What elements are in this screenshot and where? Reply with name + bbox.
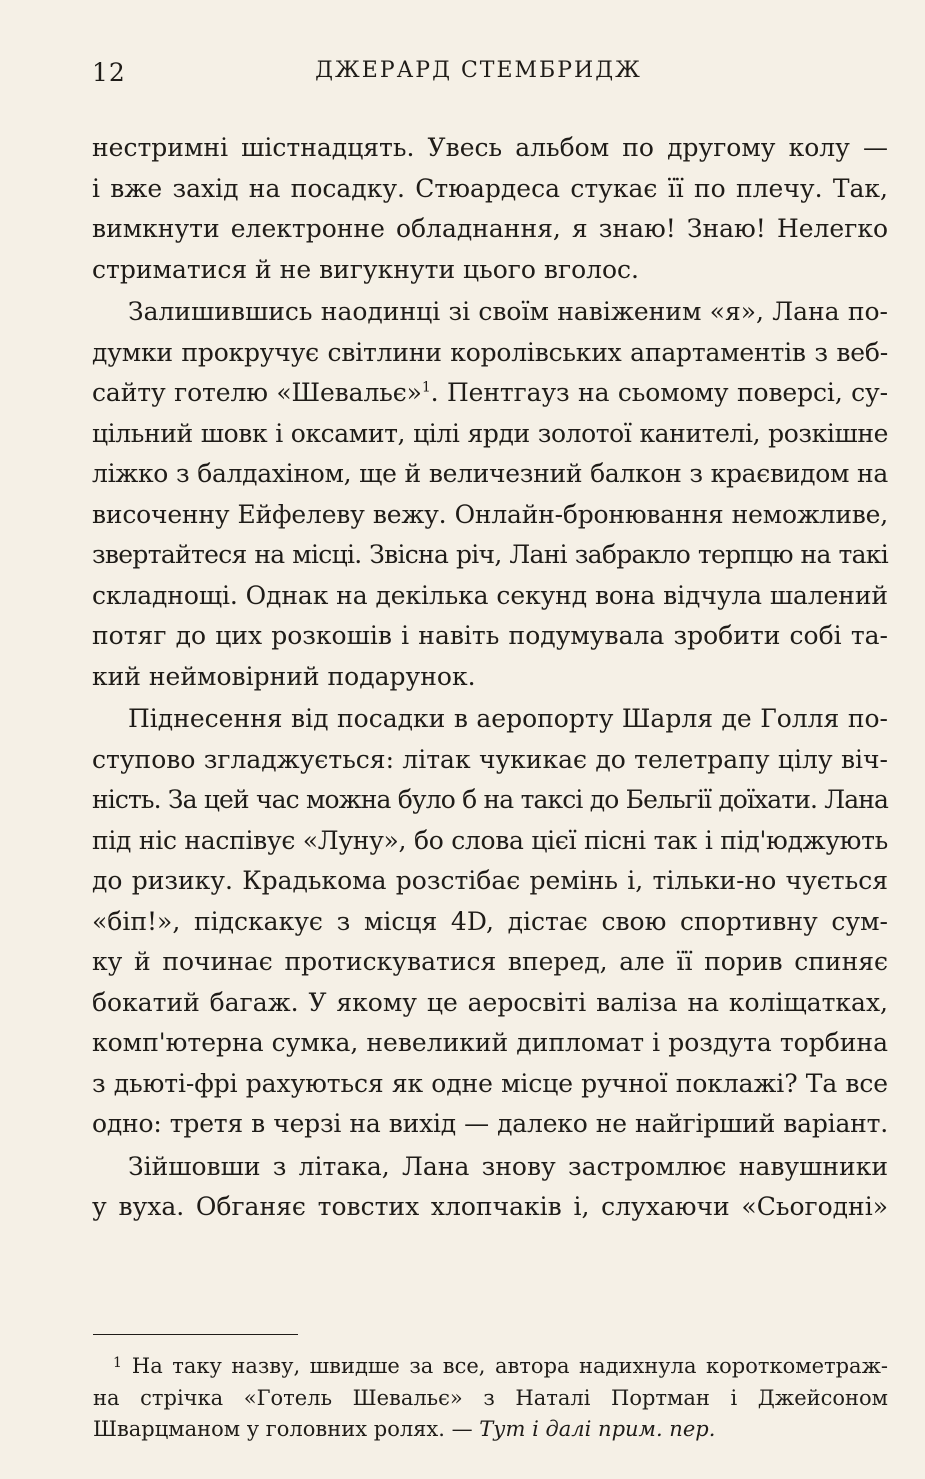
text-fragment: . Пентгауз на сьомому поверсі, су-	[430, 378, 888, 407]
paragraph	[92, 1147, 888, 1228]
text-fragment: сайту готелю «Шевальє»	[92, 378, 422, 407]
text-line: звертайтеся на місці. Звісна річ, Лані забракло терпцю на такі	[92, 540, 888, 569]
footnote-line	[93, 1348, 888, 1383]
text-line: з дьюті-фрі рахуються як одне місце ручної поклажі? Та все	[92, 1068, 888, 1098]
text-line: ку й починає протискуватися вперед, але її порив спиняє	[92, 947, 888, 976]
text-line: у вуха. Обганяє товстих хлопчаків і, слухаючи «Сьогодні»	[92, 1192, 888, 1221]
text-line: кий неймовірний подарунок.	[92, 661, 476, 691]
running-head	[92, 50, 865, 90]
page-number: 12	[92, 58, 126, 87]
text-line: вимкнути електронне обладнання, я знаю! Знаю! Нелегко	[92, 214, 888, 243]
paragraph	[92, 292, 888, 697]
footnote-line: на стрічка «Готель Шевальє» з Наталі Портман і Джейсоном	[93, 1385, 888, 1410]
text-line: височенну Ейфелеву вежу. Онлайн-бронювання неможливе,	[92, 499, 888, 529]
text-line: Піднесення від посадки в аеропорту Шарля де Голля по-	[128, 704, 888, 733]
text-line: ність. За цей час можна було б на таксі до Бельгії доїхати. Лана	[92, 785, 888, 814]
footnote-line	[93, 1414, 888, 1446]
text-line: потяг до цих розкошів і навіть подумувала зробити собі та-	[92, 621, 888, 650]
footnote	[93, 1348, 888, 1446]
paragraph	[92, 128, 888, 290]
text-line: комп'ютерна сумка, невеликий дипломат і роздута торбина	[92, 1028, 888, 1057]
running-head-author: ДЖЕРАРД СТЕМБРИДЖ	[315, 58, 642, 83]
text-line: одно: третя в черзі на вихід — далеко не найгірший варіант.	[92, 1109, 888, 1138]
text-line: під ніс наспівує «Луну», бо слова цієї пісні так і під'юджують	[92, 825, 888, 855]
text-line: складнощі. Однак на декілька секунд вона відчула шалений	[92, 580, 888, 610]
text-line: Зійшовши з літака, Лана знову застромлює навушники	[128, 1151, 888, 1181]
text-line: Залишившись наодинці зі своїм навіженим «я», Лана по-	[128, 297, 888, 326]
text-line-with-footnote	[92, 373, 888, 414]
text-line: думки прокручує світлини королівських апартаментів з веб-	[92, 337, 888, 367]
text-line: ступово згладжується: літак чукикає до телетрапу цілу віч-	[92, 744, 888, 774]
text-line: нестримні шістнадцять. Увесь альбом по другому колу —	[92, 133, 888, 162]
text-line: бокатий багаж. У якому це аеросвіті валіза на коліщатках,	[92, 987, 888, 1017]
text-line: стриматися й не вигукнути цього вголос.	[92, 254, 639, 284]
text-fragment: На таку назву, швидше за все, автора надихнула короткометраж-	[131, 1354, 888, 1378]
body-text	[92, 128, 888, 1230]
text-line: «біп!», підскакує з місця 4D, дістає свою спортивну сум-	[92, 906, 888, 936]
text-line: цільний шовк і оксамит, цілі ярди золотої канителі, розкішне	[92, 418, 888, 448]
footnote-reference[interactable]: 1	[421, 379, 431, 396]
text-line: до ризику. Крадькома розстібає ремінь і, тільки-но чується	[92, 866, 888, 895]
footnote-number: 1	[113, 1355, 122, 1371]
translator-note: Тут і далі прим. пер.	[479, 1417, 716, 1441]
text-line: і вже захід на посадку. Стюардеса стукає її по плечу. Так,	[92, 173, 888, 203]
paragraph	[92, 699, 888, 1145]
footnote-divider	[93, 1334, 298, 1335]
text-fragment: Шварцманом у головних ролях. —	[93, 1417, 480, 1441]
text-line: ліжко з балдахіном, ще й величезний балкон з краєвидом на	[92, 459, 888, 488]
